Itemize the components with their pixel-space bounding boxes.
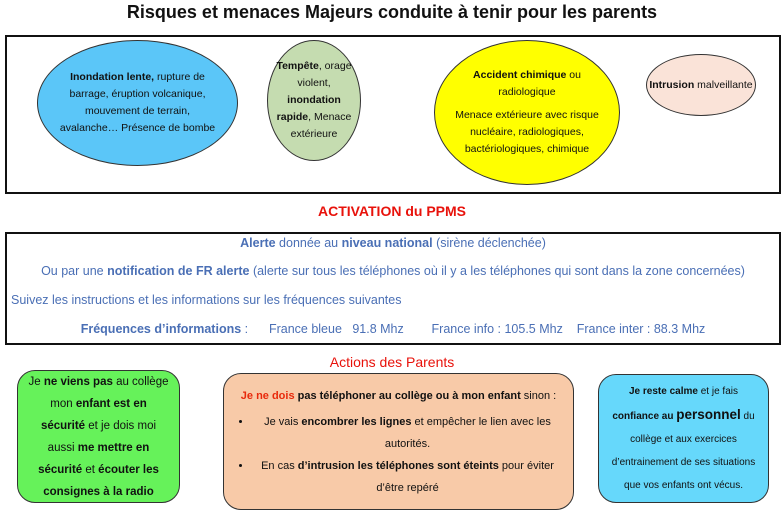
text-segment: écouter les consignes à la radio [43, 463, 159, 498]
activation-title: ACTIVATION du PPMS [317, 203, 467, 219]
text-segment: et empêcher le lien avec les autorités. [384, 415, 551, 450]
text-segment: donnée au [275, 236, 342, 250]
alert-line [8, 236, 778, 250]
risk-text [274, 58, 354, 143]
alert-line [8, 264, 778, 278]
text-segment: inondation rapide [276, 94, 341, 123]
text-segment: notification de FR alerte [107, 264, 250, 278]
text-segment: Accident chimique [473, 69, 567, 81]
text-segment: Suivez les instructions et les informations sur les fréquences suivantes [11, 293, 402, 307]
text-segment: d’intrusion les téléphones sont éteints [297, 459, 499, 472]
risk-text [451, 107, 603, 158]
text-segment: au collège mon [50, 375, 169, 410]
text-segment: du collège et aux exercices d’entrainement de ses situations que vos enfants ont vécus. [611, 411, 756, 491]
list-item [252, 455, 563, 499]
text-segment: Tempête [276, 60, 319, 72]
text-segment: Je ne dois [240, 389, 295, 402]
risk-ellipse-chemical [434, 40, 620, 185]
list-item [252, 411, 563, 455]
text-segment: ou radiologique [498, 69, 581, 98]
text-segment: et [82, 463, 99, 476]
risk-text [649, 77, 752, 94]
text-segment: confiance au [612, 411, 677, 422]
text-segment: Je reste calme [629, 386, 698, 397]
text-segment: pas téléphoner au collège ou à mon enfant [294, 389, 521, 402]
text-segment: Inondation lente, [70, 71, 155, 83]
text-segment: et je dois moi aussi [47, 419, 157, 454]
text-segment: (sirène déclenchée) [432, 236, 546, 250]
risk-ellipse-intrusion [646, 54, 756, 116]
action-card-stay-away [17, 370, 180, 503]
text-segment: Je vais [264, 415, 302, 428]
text-segment: Ou par une [41, 264, 108, 278]
text-segment: niveau national [341, 236, 433, 250]
text-segment: personnel [676, 407, 741, 422]
text-segment: encombrer les lignes [301, 415, 412, 428]
text-segment: , Menace extérieure [290, 111, 352, 140]
text-segment: ne viens pas [43, 375, 113, 388]
text-segment: Menace extérieure avec risque nucléaire, radiologiques, bactériologiques, chimique [455, 109, 599, 155]
text-segment: rupture de barrage, éruption volcanique, mouvement de terrain, avalanche… Présence de bombe [59, 71, 216, 134]
risk-text [451, 67, 603, 101]
text-segment: et je fais [697, 386, 738, 397]
alert-line [11, 293, 781, 307]
consequence-list [234, 411, 563, 499]
text-segment: malveillante [694, 78, 753, 91]
risk-ellipse-flood [37, 40, 238, 166]
text-segment: , orage violent, [297, 60, 352, 89]
action-card-no-phone [223, 373, 574, 510]
text-segment: : France bleue 91.8 Mhz France info : 105.5 Mhz France inter : 88.3 Mhz [241, 322, 706, 336]
text-segment: pour éviter d’être repéré [376, 459, 554, 494]
text-segment: (alerte sur tous les téléphones où il y a les téléphones qui sont dans la zone concernées) [249, 264, 745, 278]
text-segment: Alerte [240, 236, 276, 250]
risk-ellipse-storm [267, 40, 361, 161]
frequencies-line [8, 322, 778, 336]
page-title: Risques et menaces Majeurs conduite à tenir pour les parents [126, 2, 658, 22]
text-segment: Je [28, 375, 44, 388]
text-segment: Intrusion [649, 78, 695, 91]
text-segment: Fréquences d’informations [80, 322, 242, 336]
action-card-stay-calm [598, 374, 769, 503]
text-segment: sinon : [520, 389, 557, 402]
actions-title: Actions des Parents [329, 354, 455, 370]
text-segment: me mettre en sécurité [38, 441, 150, 476]
risk-text [58, 69, 217, 137]
text-segment: En cas [261, 459, 298, 472]
text-segment: enfant est en sécurité [40, 397, 147, 432]
